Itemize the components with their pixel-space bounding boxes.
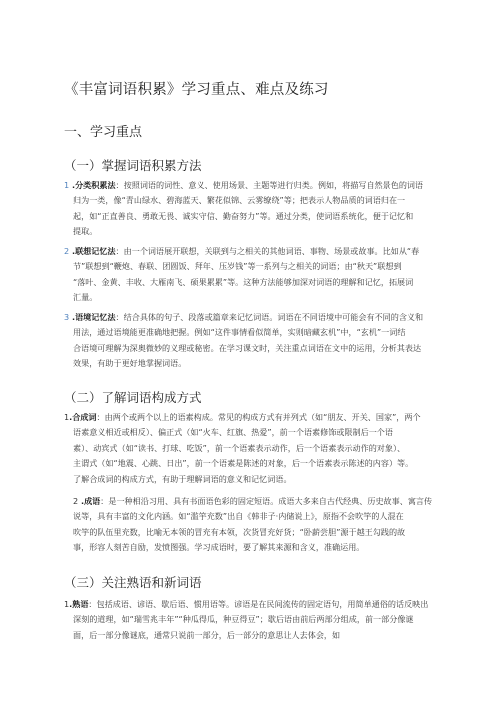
item-text-line: ：按照词语的词性、意义、使用场景、主题等进行归类。例如，将描写自然景色的词语	[115, 180, 424, 190]
item-text-line: ：由两个或两个以上的语素构成。常见的构成方式有并列式（如“朋友、开关、国家”，两个	[96, 412, 421, 422]
item-term: .合成词	[69, 412, 97, 422]
item-text-line: 事，形容人刻苦自励，发愤图强。学习成语时，要了解其来源和含义，准确运用。	[73, 542, 365, 553]
item-text-line: ：包括成语、谚语、歇后语、惯用语等。谚语是在民间流传的固定语句，用简单通俗的话反映出	[88, 599, 429, 609]
item-text-line: 效果，有助于更好地掌握词语。	[73, 358, 187, 369]
item-text-line: 合语境可理解为深奥微妙的义理或秘密。在学习课文时，关注重点词语在文中的运用，分析其表达	[73, 342, 422, 353]
item-number: 3	[64, 312, 70, 322]
item-text-line: 深刻的道理，如“瑞雪兆丰年”“种瓜得瓜，种豆得豆”；歇后语由前后两部分组成，前一部分像谜	[73, 614, 414, 625]
item-text-line: 语素意义相近或相反）、偏正式（如“火车、红旗、热爱”，前一个语素修饰或限制后一个语	[73, 427, 393, 438]
item-term: .分类积累法	[72, 180, 116, 190]
item-text-line: 面，后一部分像谜底，通常只说前一部分，后一部分的意思让人去体会，如	[73, 629, 341, 640]
item-number: 2	[73, 496, 79, 506]
item-text-line: 起，如“正直善良、勇敢无畏、诚实守信、勤奋努力”等。通过分类，使词语系统化，便于记忆和	[73, 210, 414, 221]
item-text-line: 汇量。	[73, 292, 98, 303]
list-item-context-method	[64, 310, 442, 372]
subsection-heading-idioms-and-new-words: （三）关注熟语和新词语	[64, 575, 202, 590]
item-text-line: ：由一个词语展开联想，关联到与之相关的其他词语、事物、场景或故事。比如从“春	[115, 246, 420, 256]
section-heading-study-focus: 一、学习重点	[64, 125, 143, 140]
item-text-line: ：是一种相沿习用、具有书面语色彩的固定短语。成语大多来自古代经典、历史故事、寓言传	[100, 496, 433, 506]
item-text-line: 吹竽的队伍里充数，比喻无本领的冒充有本领，次货冒充好货；“卧薪尝胆”源于越王勾践的故	[73, 526, 406, 537]
list-item-idioms	[64, 494, 442, 556]
item-text-line: 用法，通过语境能更准确地把握。例如“这件事情看似简单，实则暗藏玄机”中，“玄机”一词结	[73, 327, 406, 338]
item-text-line: 归为一类，像“青山绿水、碧海蓝天、繁花似锦、云雾缭绕”等；把表示人物品质的词语归在一	[73, 195, 406, 206]
item-number: 1	[64, 412, 70, 422]
item-term: .成语	[81, 496, 101, 506]
item-term: .语境记忆法	[72, 312, 116, 322]
item-number: 1	[64, 180, 70, 190]
item-text-line: 提取。	[73, 226, 98, 237]
list-item-set-phrases	[64, 597, 442, 643]
item-text-line: 了解合成词的构成方式，有助于理解词语的意义和记忆词语。	[73, 473, 292, 484]
item-text-line: 素）、动宾式（如“读书、打球、吃饭”，前一个语素表示动作，后一个语素表示动作的对象）、	[73, 442, 406, 453]
item-text-line: 说等，具有丰富的文化内涵。如“滥竽充数”出自《韩非子·内储说上》，原指不会吹竽的人混在	[73, 511, 404, 522]
item-text-line: “落叶、金黄、丰收、大雁南飞、硕果累累”等。这种方法能够加深对词语的理解和记忆，拓展词	[73, 276, 414, 287]
subsection-heading-word-accumulation: （一）掌握词语积累方法	[64, 158, 202, 173]
item-number: 1	[64, 599, 70, 609]
list-item-association-method	[64, 244, 442, 306]
item-text-line: ：结合具体的句子、段落或篇章来记忆词语。词语在不同语境中可能会有不同的含义和	[115, 312, 424, 322]
list-item-classification-method	[64, 178, 442, 240]
item-term: .联想记忆法	[72, 246, 116, 256]
list-item-compound-words	[64, 410, 442, 487]
document-title: 《丰富词语积累》学习重点、难点及练习	[64, 82, 329, 98]
item-term: .熟语	[69, 599, 89, 609]
item-number: 2	[64, 246, 70, 256]
subsection-heading-word-formation: （二）了解词语构成方式	[64, 390, 202, 405]
item-text-line: 节”联想到“鞭炮、春联、团圆饭、拜年、压岁钱”等一系列与之相关的词语；由“秋天”联想到	[73, 261, 402, 272]
item-text-line: 主谓式（如“地震、心跳、日出”，前一个语素是陈述的对象，后一个语素表示陈述的内容）等。	[73, 458, 414, 469]
